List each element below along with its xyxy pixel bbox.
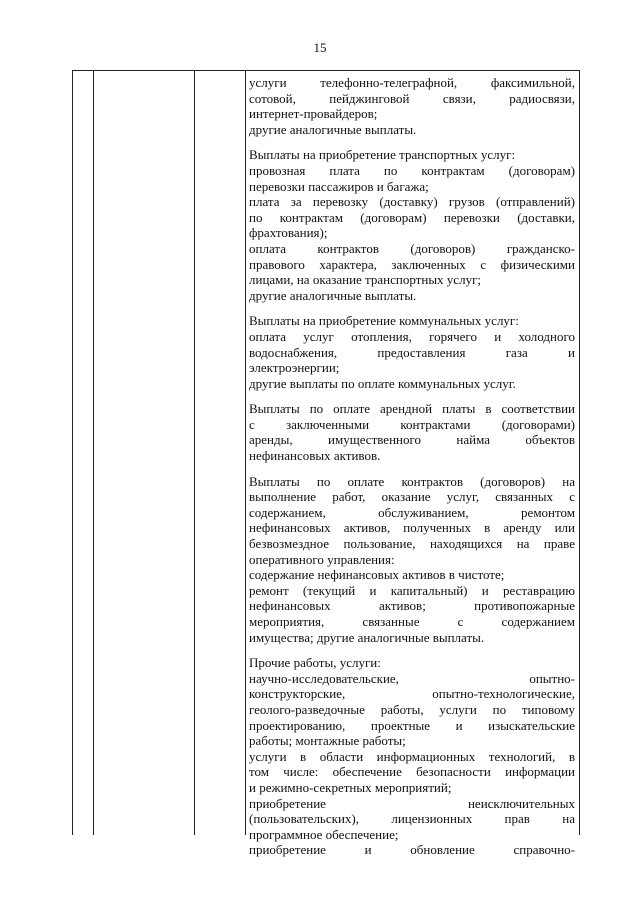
text-line: Прочие работы, услуги: [249, 655, 381, 671]
text-line: приобретение неисключительных [249, 795, 575, 811]
text-line: том числе: обеспечение безопасности информации [249, 764, 575, 780]
text-line: программное обеспечение; [249, 826, 399, 842]
paragraph [249, 313, 575, 391]
text-line: с заключенными контрактами (договорами) [249, 416, 575, 432]
text-line: перевозки пассажиров и багажа; [249, 178, 429, 194]
text-line: нефинансовых активов. [249, 448, 381, 464]
text-line: выполнение работ, оказание услуг, связанных с [249, 489, 575, 505]
text-line: работы; монтажные работы; [249, 733, 406, 749]
text-line: Выплаты по оплате контрактов (договоров) на [249, 473, 575, 489]
text-line: (пользовательских), лицензионных прав на [249, 811, 575, 827]
text-line: нефинансовых активов, полученных в аренду или [249, 520, 575, 536]
text-line: Выплаты по оплате арендной платы в соответствии [249, 401, 575, 417]
text-line: научно-исследовательские, опытно- [249, 670, 575, 686]
text-line: оперативного управления: [249, 551, 395, 567]
text-line: фрахтования); [249, 225, 328, 241]
text-line: электроэнергии; [249, 360, 340, 376]
text-line: ремонт (текущий и капитальный) и реставрацию [249, 582, 575, 598]
paragraph [249, 401, 575, 463]
text-line: аренды, имущественного найма объектов [249, 432, 575, 448]
text-line: проектированию, проектные и изыскательские [249, 717, 575, 733]
paragraph [249, 147, 575, 303]
text-line: нефинансовых активов; противопожарные [249, 598, 575, 614]
text-line: услуги телефонно-телеграфной, факсимильной, [249, 75, 575, 90]
text-line: другие аналогичные выплаты. [249, 121, 417, 137]
table [72, 70, 580, 858]
text-line: плата за перевозку (доставку) грузов (отправлений) [249, 194, 575, 210]
text-line: интернет-провайдеров; [249, 106, 378, 122]
text-line: содержание нефинансовых активов в чистоте; [249, 567, 505, 583]
text-line: водоснабжения, предоставления газа и [249, 344, 575, 360]
text-line: конструкторские, опытно-технологические, [249, 686, 575, 702]
paragraph [249, 75, 575, 137]
text-line: и режимно-секретных мероприятий; [249, 779, 452, 795]
text-line: Выплаты на приобретение транспортных услуг: [249, 147, 516, 163]
text-line: провозная плата по контрактам (договорам) [249, 162, 575, 178]
text-line: геолого-разведочные работы, услуги по типовому [249, 701, 575, 717]
text-line: содержанием, обслуживанием, ремонтом [249, 504, 575, 520]
text-line: Выплаты на приобретение коммунальных услуг: [249, 313, 519, 329]
text-line: приобретение и обновление справочно- [249, 842, 575, 858]
text-line: другие аналогичные выплаты. [249, 287, 417, 303]
text-line: имущества; другие аналогичные выплаты. [249, 629, 485, 645]
text-line: безвозмездное пользование, находящихся на праве [249, 536, 575, 552]
text-line: по контрактам (договорам) перевозки (доставки, [249, 209, 575, 225]
paragraph [249, 474, 575, 646]
text-line: услуги в области информационных технологий, в [249, 748, 575, 764]
page-number: 15 [313, 40, 327, 55]
text-line: мероприятия, связанные с содержанием [249, 614, 575, 629]
description-cell [249, 75, 575, 868]
column-divider [93, 71, 94, 835]
text-line: оплата контрактов (договоров) гражданско- [249, 240, 575, 256]
column-divider [245, 71, 246, 835]
paragraph [249, 655, 575, 858]
text-line: оплата услуг отопления, горячего и холодного [249, 328, 575, 344]
text-line: другие выплаты по оплате коммунальных услуг. [249, 375, 516, 391]
text-line: сотовой, пейджинговой связи, радиосвязи, [249, 90, 575, 106]
text-line: лицами, на оказание транспортных услуг; [249, 272, 482, 288]
column-divider [194, 71, 195, 835]
text-line: правового характера, заключенных с физическими [249, 256, 575, 272]
